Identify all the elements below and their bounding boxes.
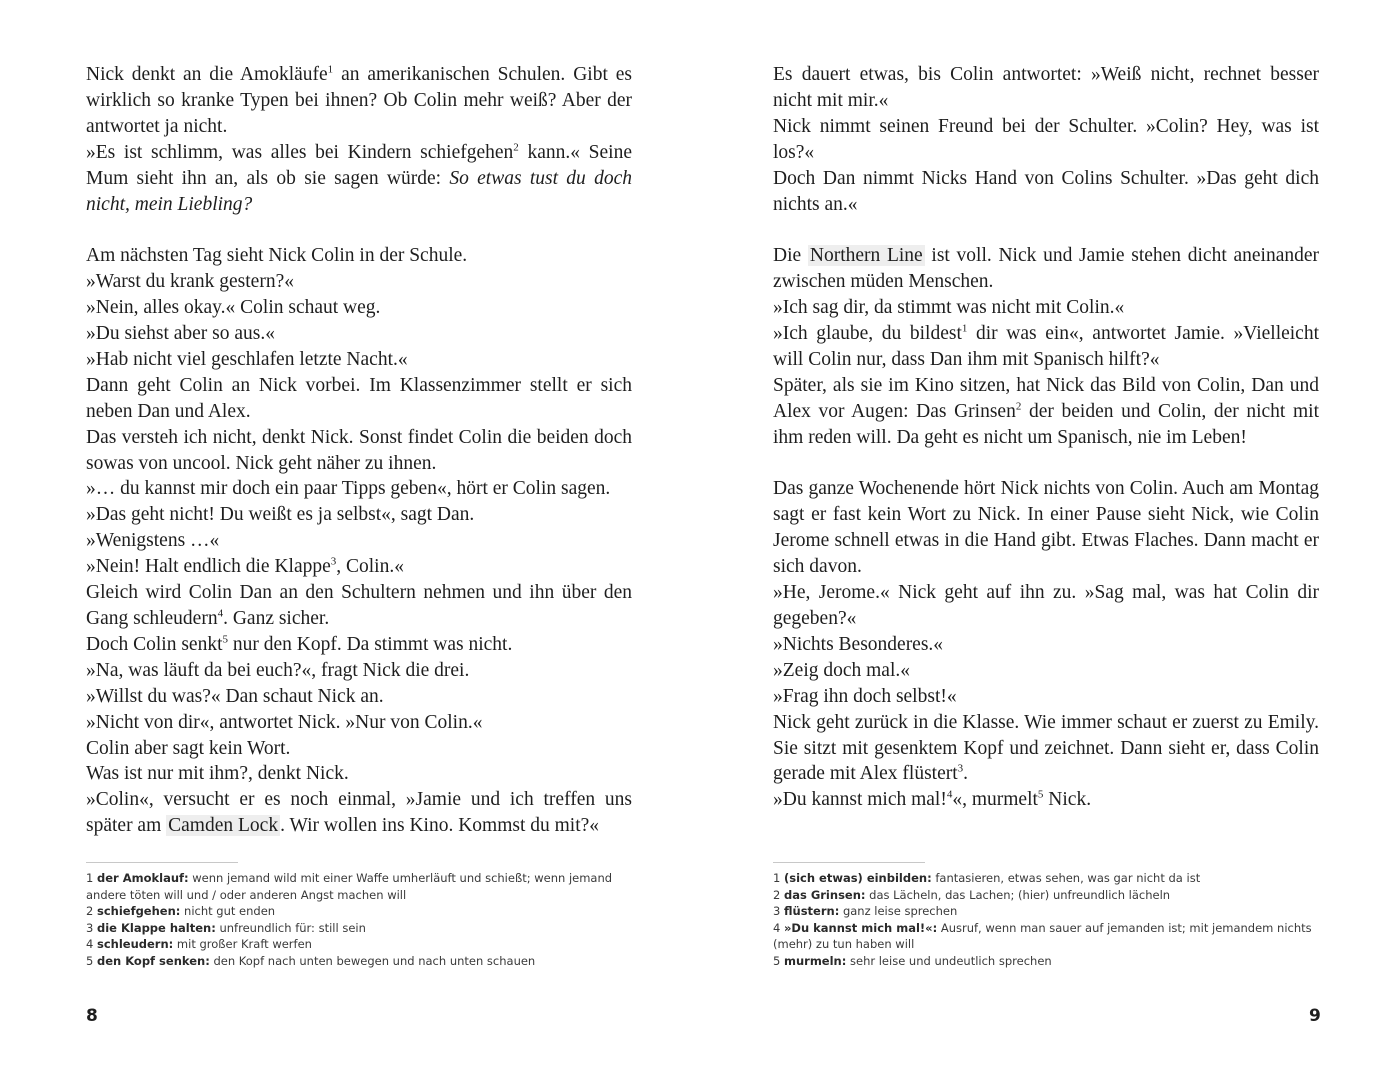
paragraph: Das ganze Wochenende hört Nick nichts von Colin. Auch am Montag sagt er fast kein Wort zu Nick. In einer Pause sieht Nick, wie Colin Jerome schnell etwas in die Hand gibt. Etwas Flaches. Dann macht er sich davon. — [773, 478, 1319, 578]
paragraph: »Ich sag dir, da stimmt was nicht mit Colin.« — [773, 297, 1125, 319]
paragraph: »Nein, alles okay.« Colin schaut weg. — [86, 297, 381, 319]
paragraph: »Warst du krank gestern?« — [86, 271, 294, 293]
footnote: 3 flüstern: ganz leise sprechen — [773, 904, 958, 919]
footnote-divider — [86, 862, 238, 863]
paragraph: »Es ist schlimm, was alles bei Kindern schiefgehen$^2$ kann.« Seine Mum sieht ihn an, als ob sie sagen würde: So etwas tust du doch nicht, mein Liebling? — [86, 141, 633, 215]
paragraph: Dann geht Colin an Nick vorbei. Im Klassenzimmer stellt er sich neben Dan und Alex. — [86, 374, 632, 422]
paragraph: »Du siehst aber so aus.« — [86, 323, 276, 345]
paragraph: Colin aber sagt kein Wort. — [86, 737, 291, 759]
paragraph: »… du kannst mir doch ein paar Tipps geben«, hört er Colin sagen. — [86, 478, 611, 500]
paragraph-gap — [773, 451, 1319, 477]
paragraph: Am nächsten Tag sieht Nick Colin in der Schule. — [86, 245, 468, 267]
highlighted-place-name: Camden Lock — [168, 815, 279, 837]
paragraph: Es dauert etwas, bis Colin antwortet: »Weiß nicht, rechnet besser nicht mit mir.« — [773, 64, 1319, 111]
footnote-ref: 2 — [513, 141, 519, 154]
footnote: 5 murmeln: sehr leise und undeutlich sprechen — [773, 953, 1052, 968]
footnote-ref: 4 — [946, 788, 953, 801]
footnote: 4 schleudern: mit großer Kraft werfen — [86, 937, 312, 952]
paragraph: »Das geht nicht! Du weißt es ja selbst«, sagt Dan. — [86, 504, 475, 526]
right-footnotes — [773, 870, 1319, 970]
paragraph: Die Northern Line ist voll. Nick und Jamie stehen dicht aneinander zwischen müden Menschen. — [773, 245, 1319, 293]
footnote-ref: 5 — [222, 633, 228, 646]
paragraph-gap — [773, 217, 1319, 243]
paragraph-gap — [86, 217, 632, 243]
paragraph: Gleich wird Colin Dan an den Schultern nehmen und ihn über den Gang schleudern$^4$. Ganz sicher. — [86, 582, 632, 630]
paragraph: »Du kannst mich mal!$^4$«, murmelt$^5$ Nick. — [773, 788, 1092, 811]
left-footnotes — [86, 870, 632, 970]
paragraph: Was ist nur mit ihm?, denkt Nick. — [86, 763, 349, 785]
paragraph: Nick geht zurück in die Klasse. Wie immer schaut er zuerst zu Emily. Sie sitzt mit gesenktem Kopf und zeichnet. Dann sieht er, dass Colin gerade mit Alex flüstert$^3$. — [773, 711, 1319, 785]
footnote: 2 schiefgehen: nicht gut enden — [86, 904, 276, 919]
footnote-ref: 3 — [330, 555, 337, 568]
footnote-ref: 3 — [957, 762, 964, 775]
right-page — [695, 0, 1390, 1080]
left-body-text — [86, 62, 632, 839]
footnote-ref: 4 — [217, 607, 224, 620]
paragraph: Nick denkt an die Amokläufe$^1$ an amerikanischen Schulen. Gibt es wirklich so kranke Typen bei ihnen? Ob Colin mehr weiß? Aber der antwortet ja nicht. — [86, 63, 632, 137]
footnote: 2 das Grinsen: das Lächeln, das Lachen; (hier) unfreundlich lächeln — [773, 887, 1171, 902]
page-number: 8 — [86, 1006, 98, 1026]
paragraph: »Zeig doch mal.« — [773, 659, 911, 681]
footnote: 1 (sich etwas) einbilden: fantasieren, etwas sehen, was gar nicht da ist — [773, 871, 1201, 885]
paragraph: »Na, was läuft da bei euch?«, fragt Nick die drei. — [86, 659, 470, 681]
footnote: 3 die Klappe halten: unfreundlich für: still sein — [86, 920, 366, 935]
paragraph: »He, Jerome.« Nick geht auf ihn zu. »Sag mal, was hat Colin dir gegeben?« — [773, 582, 1319, 629]
paragraph: Doch Dan nimmt Nicks Hand von Colins Schulter. »Das geht dich nichts an.« — [773, 167, 1319, 215]
footnote-ref: 2 — [1015, 400, 1022, 413]
paragraph: »Colin«, versucht er es noch einmal, »Jamie und ich treffen uns später am Camden Lock . Wir wollen ins Kino. Kommst du mit?« — [86, 789, 632, 837]
highlighted-place-name: Northern Line — [809, 245, 923, 267]
footnote: 5 den Kopf senken: den Kopf nach unten bewegen und nach unten schauen — [86, 953, 536, 968]
paragraph: »Hab nicht viel geschlafen letzte Nacht.« — [86, 348, 408, 370]
paragraph: »Nicht von dir«, antwortet Nick. »Nur von Colin.« — [86, 711, 483, 733]
paragraph: »Willst du was?« Dan schaut Nick an. — [86, 685, 384, 707]
paragraph: »Ich glaube, du bildest$^1$ dir was ein«, antwortet Jamie. »Vielleicht will Colin nur, dass Dan ihm mit Spanisch hilft?« — [773, 322, 1320, 370]
paragraph: »Nein! Halt endlich die Klappe$^3$, Colin.« — [86, 555, 404, 578]
right-body-text — [773, 62, 1319, 813]
footnote: 1 der Amoklauf: wenn jemand wild mit einer Waffe umherläuft und schießt; wenn jemand andere töten will und / oder anderen Angst machen will — [86, 871, 613, 902]
footnote-ref: 5 — [1037, 788, 1044, 801]
paragraph: »Nichts Besonderes.« — [773, 633, 944, 655]
paragraph: Das versteh ich nicht, denkt Nick. Sonst findet Colin die beiden doch sowas von uncool. Nick geht näher zu ihnen. — [86, 426, 632, 474]
paragraph: Doch Colin senkt$^5$ nur den Kopf. Da stimmt was nicht. — [86, 633, 513, 655]
paragraph: Später, als sie im Kino sitzen, hat Nick das Bild von Colin, Dan und Alex vor Augen: Das Grinsen$^2$ der beiden und Colin, der nicht mit ihm reden will. Da geht es nicht um Spanisch, nie im Leben! — [773, 374, 1319, 448]
footnote-ref: 1 — [327, 63, 334, 76]
paragraph: »Frag ihn doch selbst!« — [773, 685, 957, 707]
paragraph: »Wenigstens …« — [86, 530, 220, 552]
footnote-divider — [773, 862, 925, 863]
footnote-ref: 1 — [961, 322, 968, 335]
page-number: 9 — [1309, 1006, 1321, 1026]
footnote: 4 »Du kannst mich mal!«: Ausruf, wenn man sauer auf jemanden ist; mit jemandem nichts (mehr) zu tun haben will — [773, 920, 1312, 952]
paragraph: Nick nimmt seinen Freund bei der Schulter. »Colin? Hey, was ist los?« — [773, 115, 1319, 163]
